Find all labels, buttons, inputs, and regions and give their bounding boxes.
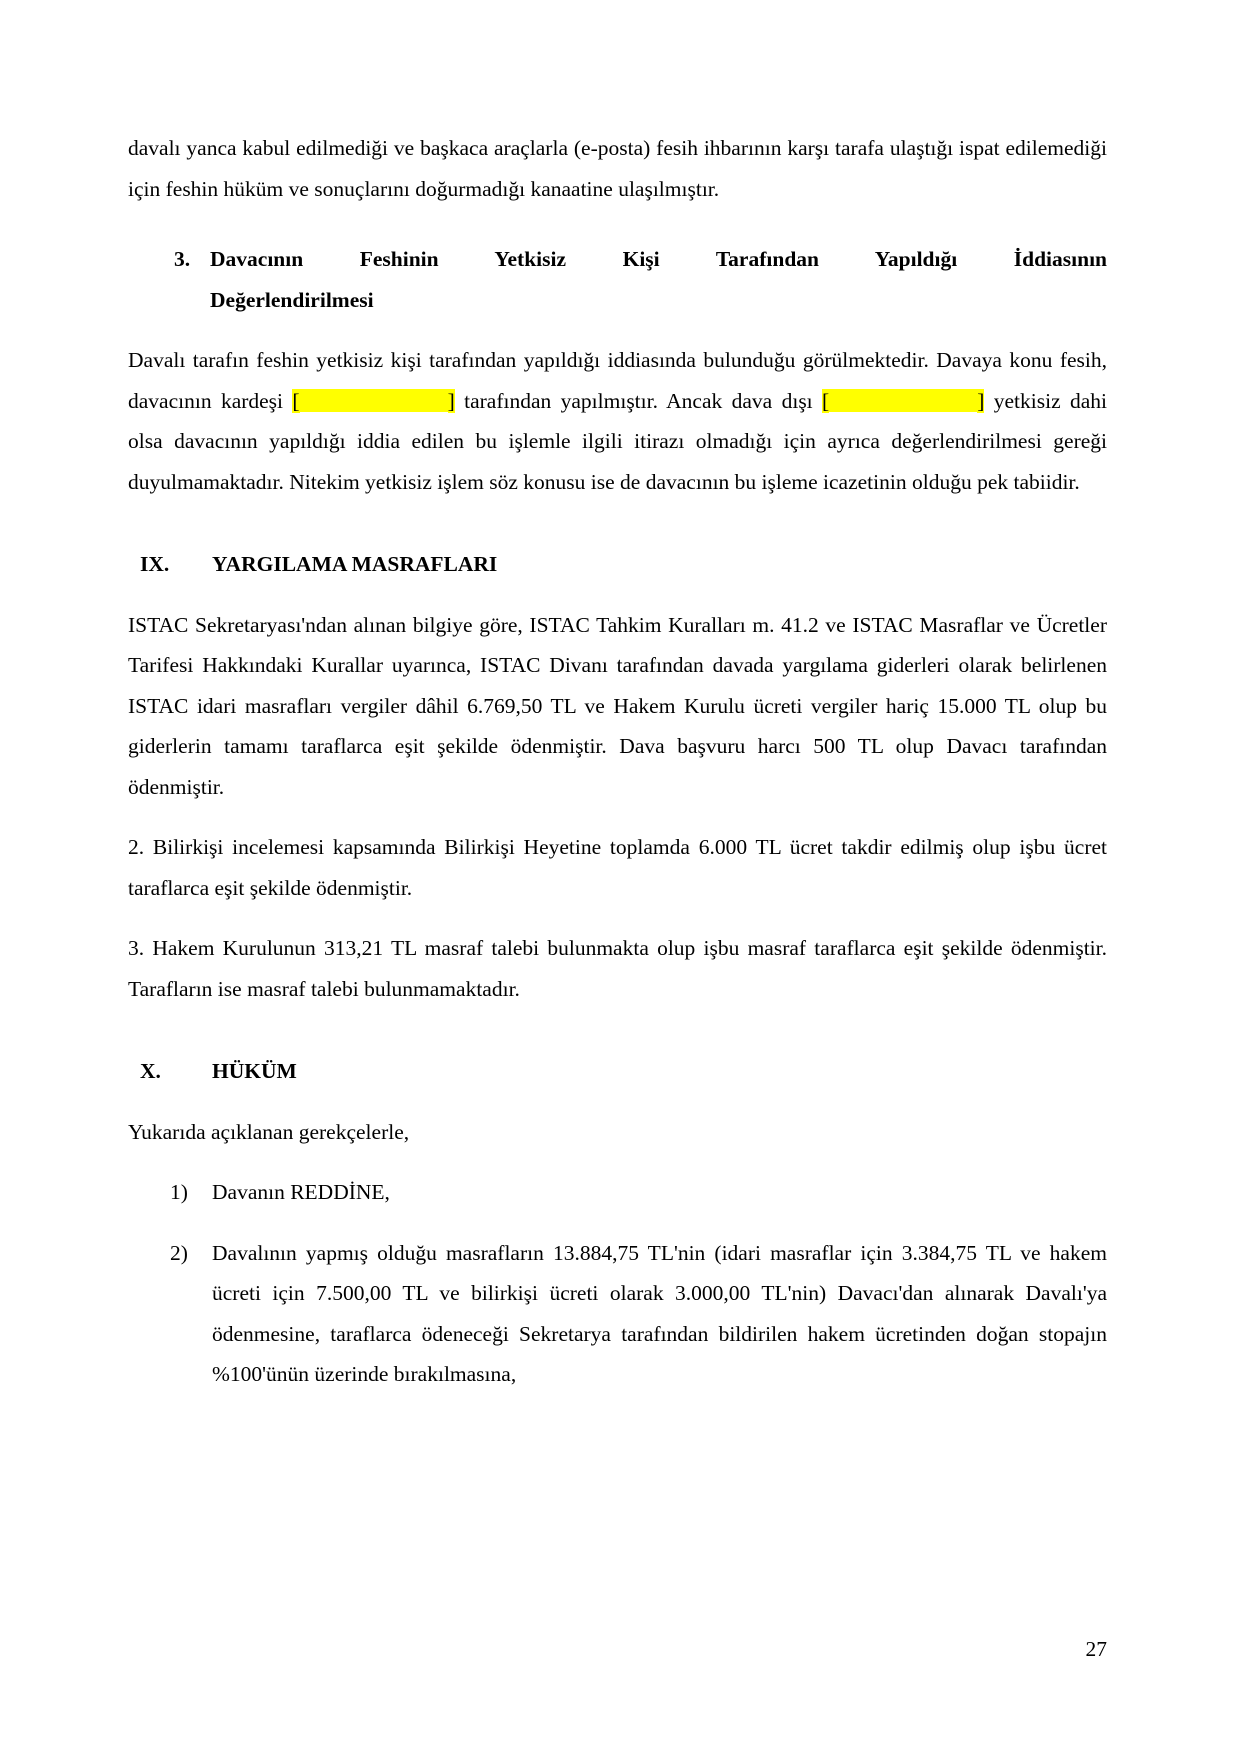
spacer <box>128 502 1107 544</box>
redaction-2-bracket-close: ] <box>977 388 985 413</box>
spacer <box>128 585 1107 605</box>
redaction-1-bracket-open: [ <box>292 388 300 413</box>
section-x-number: X. <box>140 1059 161 1083</box>
subheading-3-line1: Davacının Feshinin Yetkisiz Kişi Tarafından Yapıldığı İddiasının <box>210 247 1107 271</box>
section-x-lead: Yukarıda açıklanan gerekçelerle, <box>128 1119 410 1144</box>
section-ix-paragraph-2: 2. Bilirkişi incelemesi kapsamında Bilirkişi Heyetine toplamda 6.000 TL ücret takdir edilmiş olup işbu ücret taraflarca eşit şekilde ödenmiştir. <box>128 835 1107 900</box>
redaction-2-bracket-open: [ <box>822 388 830 413</box>
section-ix-number: IX. <box>140 552 170 576</box>
redacted-paragraph <box>128 340 1107 502</box>
redacted-paragraph-part2: tarafından yapılmıştır. Ancak dava dışı <box>454 388 823 413</box>
section-ix-paragraph-3: 3. Hakem Kurulunun 313,21 TL masraf talebi bulunmakta olup işbu masraf taraflarca eşit şekilde ödenmiştir. Tarafların ise masraf talebi bulunmamaktadır. <box>128 936 1107 1001</box>
ruling-item-1-marker: 1) <box>170 1180 188 1204</box>
subheading-3 <box>174 239 1107 320</box>
redaction-1-highlight <box>300 389 448 412</box>
spacer <box>128 209 1107 239</box>
spacer <box>128 320 1107 340</box>
subheading-3-text <box>210 239 1107 320</box>
ruling-item-1 <box>170 1172 1107 1213</box>
redacted-paragraph-part3: yetkisiz dahi olsa davacının yapıldığı iddia edilen bu işlemle ilgili itirazı olmadığı için ayrıca değerlendirilmesi gereği duyulmamaktadır. Nitekim yetkisiz işlem söz konusu ise de davacının bu işleme icazetinin olduğu pek tabiidir. <box>128 388 1107 494</box>
section-x-title: HÜKÜM <box>212 1059 297 1083</box>
redacted-paragraph-part1: Davalı tarafın feshin yetkisiz kişi tarafından yapıldığı iddiasında bulunduğu görülmektedir. Davaya konu fesih, davacının kardeşi <box>128 348 1107 413</box>
spacer <box>128 1152 1107 1172</box>
section-heading-ix <box>140 544 1107 585</box>
ruling-item-2-text: Davalının yapmış olduğu masrafların 13.884,75 TL'nin (idari masraflar için 3.384,75 TL ve hakem ücreti için 7.500,00 TL ve bilirkişi ücreti olarak 3.000,00 TL'nin) Davacı'dan alınarak Davalı'ya ödenmesine, taraflarca ödeneceği Sekretarya tarafından bildirilen hakem ücretinden doğan stopajın %100'ünün üzerinde bırakılmasına, <box>212 1240 1107 1386</box>
page-number: 27 <box>1085 1637 1107 1661</box>
spacer <box>128 1092 1107 1112</box>
subheading-3-line2: Değerlendirilmesi <box>210 287 374 312</box>
ruling-item-2 <box>170 1233 1107 1395</box>
ruling-item-2-marker: 2) <box>170 1240 188 1265</box>
section-ix-paragraph-1: ISTAC Sekretaryası'ndan alınan bilgiye göre, ISTAC Tahkim Kuralları m. 41.2 ve ISTAC Masraflar ve Ücretler Tarifesi Hakkındaki Kurallar uyarınca, ISTAC Divanı tarafından davada yargılama giderleri olarak belirlenen ISTAC idari masrafları vergiler dâhil 6.769,50 TL ve Hakem Kurulu ücreti vergiler hariç 15.000 TL olup bu giderlerin tamamı taraflarca eşit şekilde ödenmiştir. Dava başvuru harcı 500 TL olup Davacı tarafından ödenmiştir. <box>128 612 1107 799</box>
redaction-1-bracket-close: ] <box>447 388 455 413</box>
spacer <box>128 807 1107 827</box>
subheading-3-number: 3. <box>174 247 191 271</box>
spacer <box>128 1213 1107 1233</box>
section-heading-x <box>140 1051 1107 1092</box>
spacer <box>128 1009 1107 1051</box>
section-ix-title: YARGILAMA MASRAFLARI <box>212 552 498 576</box>
spacer <box>128 908 1107 928</box>
redaction-2-highlight <box>829 389 977 412</box>
ruling-item-1-text: Davanın REDDİNE, <box>212 1180 390 1204</box>
intro-paragraph: davalı yanca kabul edilmediği ve başkaca araçlarla (e-posta) fesih ihbarının karşı tarafa ulaştığı ispat edilemediği için feshin hüküm ve sonuçlarını doğurmadığı kanaatine ulaşılmıştır. <box>128 136 1107 201</box>
